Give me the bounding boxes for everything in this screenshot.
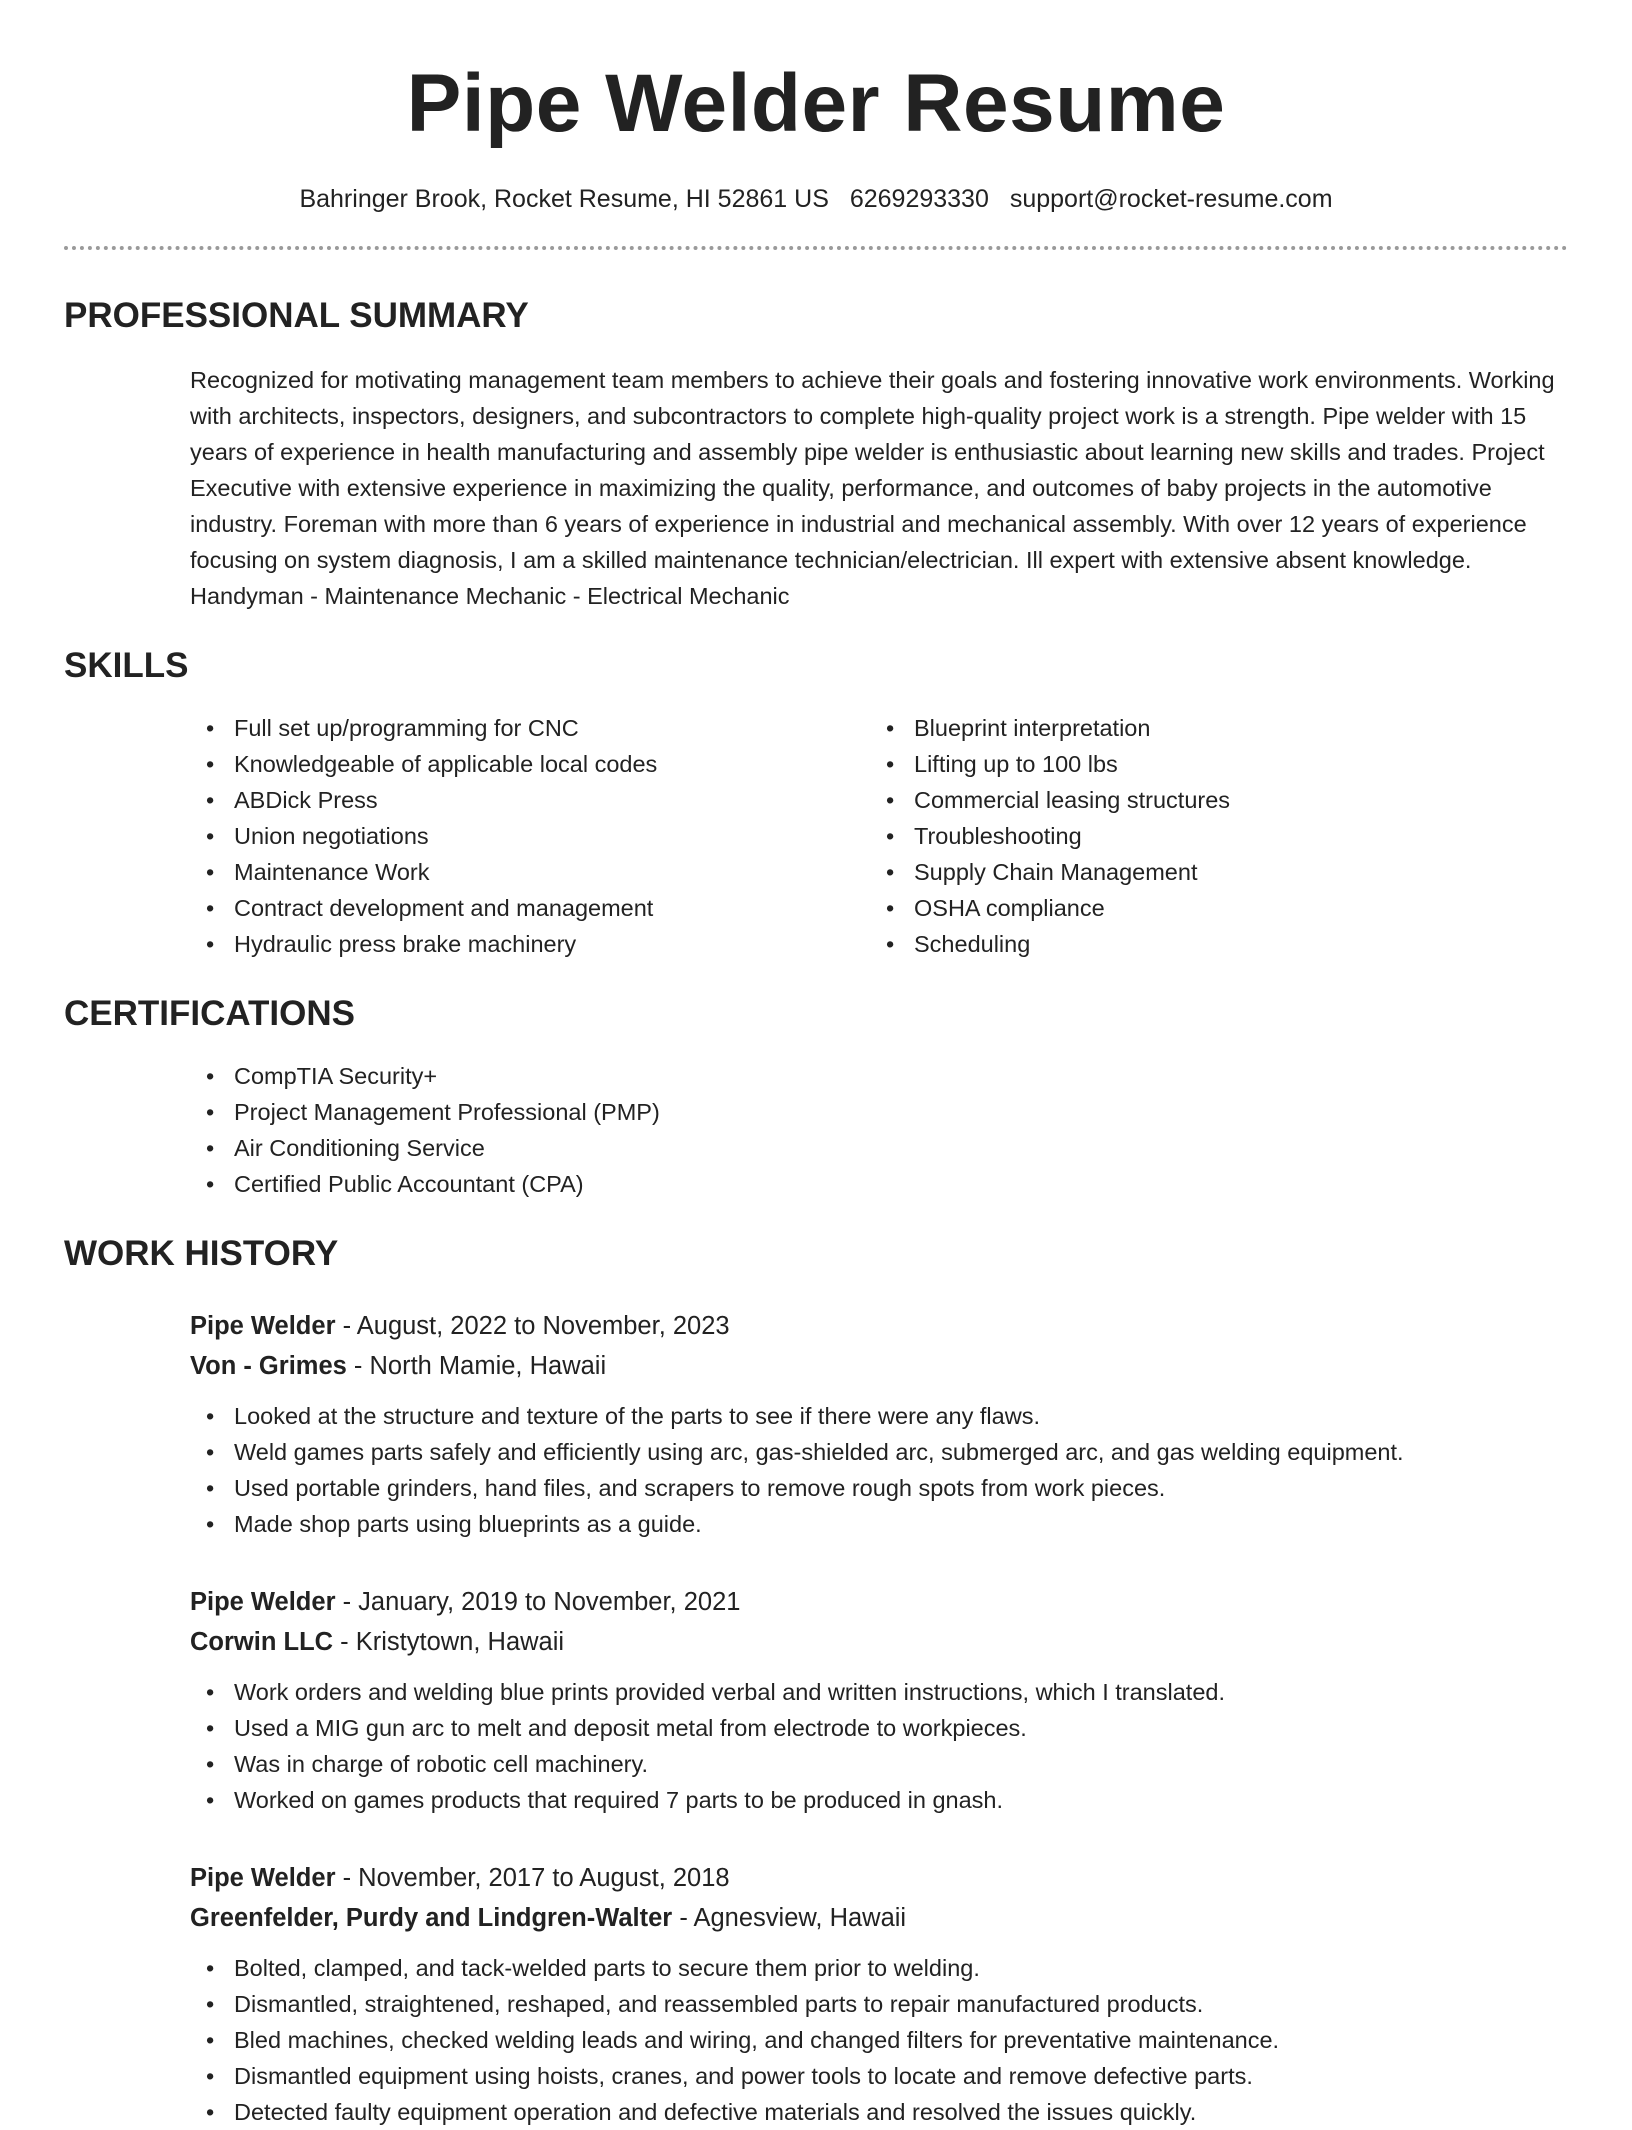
skills-heading: SKILLS: [64, 646, 189, 685]
skills-columns: [190, 710, 1568, 962]
contact-email: support@rocket-resume.com: [1009, 185, 1333, 213]
contact-address: Bahringer Brook, Rocket Resume, HI 52861 US: [299, 185, 829, 213]
job-location: - Kristytown, Hawaii: [333, 1628, 565, 1656]
list-item: • Dismantled, straightened, reshaped, and reassembled parts to repair manufactured products.: [206, 1991, 1204, 2017]
job-title-line: [190, 1306, 1568, 1346]
job-dates: - November, 2017 to August, 2018: [335, 1864, 730, 1892]
certifications-list: [190, 1058, 1568, 1202]
skills-list-right: [870, 710, 1550, 962]
resume-page: [64, 0, 1568, 2130]
list-item: • Looked at the structure and texture of the parts to see if there were any flaws.: [206, 1403, 1040, 1429]
job-company-line: [190, 1898, 1568, 1938]
header-divider: [64, 246, 1568, 250]
list-item: • Lifting up to 100 lbs: [886, 751, 1118, 777]
list-item: • Commercial leasing structures: [886, 787, 1231, 813]
list-item: • Detected faulty equipment operation and defective materials and resolved the issues quickly.: [206, 2099, 1197, 2125]
list-item: • Air Conditioning Service: [206, 1135, 485, 1161]
list-item: • ABDick Press: [206, 787, 378, 813]
list-item: • Worked on games products that required 7 parts to be produced in gnash.: [206, 1787, 1004, 1813]
list-item: • Maintenance Work: [206, 859, 430, 885]
list-item: • Union negotiations: [206, 823, 429, 849]
list-item: • Used portable grinders, hand files, and scrapers to remove rough spots from work pieces.: [206, 1475, 1166, 1501]
list-item: • Was in charge of robotic cell machinery.: [206, 1751, 649, 1777]
contact-phone: 6269293330: [849, 185, 989, 213]
contact-line: [64, 182, 1568, 216]
job-company-line: [190, 1622, 1568, 1662]
job-company: Corwin LLC: [190, 1628, 334, 1656]
certifications-section: [64, 992, 1568, 1202]
list-item: • Project Management Professional (PMP): [206, 1099, 660, 1125]
list-item: • Work orders and welding blue prints provided verbal and written instructions, which I translated.: [206, 1679, 1225, 1705]
skills-section: [64, 644, 1568, 962]
list-item: • OSHA compliance: [886, 895, 1105, 921]
list-item: • Certified Public Accountant (CPA): [206, 1171, 584, 1197]
list-item: • Scheduling: [886, 931, 1031, 957]
list-item: • CompTIA Security+: [206, 1063, 438, 1089]
job-title-line: [190, 1858, 1568, 1898]
job-bullets: [190, 1398, 1568, 1542]
list-item: • Full set up/programming for CNC: [206, 715, 579, 741]
list-item: • Made shop parts using blueprints as a guide.: [206, 1511, 702, 1537]
list-item: • Used a MIG gun arc to melt and deposit metal from electrode to workpieces.: [206, 1715, 1027, 1741]
job-dates: - August, 2022 to November, 2023: [335, 1312, 730, 1340]
list-item: • Contract development and management: [206, 895, 654, 921]
work-history-heading: WORK HISTORY: [64, 1234, 339, 1273]
job-title: Pipe Welder: [190, 1312, 336, 1340]
summary-heading: PROFESSIONAL SUMMARY: [64, 296, 529, 335]
list-item: • Weld games parts safely and efficiently using arc, gas-shielded arc, submerged arc, and gas welding equipment.: [206, 1439, 1404, 1465]
job-entry: [190, 1306, 1568, 1542]
skills-list-left: [190, 710, 870, 962]
job-company: Greenfelder, Purdy and Lindgren-Walter: [190, 1904, 673, 1932]
job-location: - Agnesview, Hawaii: [672, 1904, 907, 1932]
resume-title: Pipe Welder Resume: [406, 58, 1226, 149]
list-item: • Knowledgeable of applicable local codes: [206, 751, 658, 777]
certifications-heading: CERTIFICATIONS: [64, 994, 356, 1033]
job-location: - North Mamie, Hawaii: [346, 1352, 607, 1380]
job-bullets: [190, 1950, 1568, 2130]
summary-text: Recognized for motivating management team members to achieve their goals and fostering innovative work environments. Working with architects, inspectors, designers, and subcontractors to complete high-quality project work is a strength. Pipe welder with 15 years of experience in health manufacturing and assembly pipe welder is enthusiastic about learning new skills and trades. Project Executive with extensive experience in maximizing the quality, performance, and outcomes of baby projects in the automotive industry. Foreman with more than 6 years of experience in industrial and mechanical assembly. With over 12 years of experience focusing on system diagnosis, I am a skilled maintenance technician/electrician. Ill expert with extensive absent knowledge. Handyman - Maintenance Mechanic - Electrical Mechanic: [190, 367, 1555, 609]
job-title: Pipe Welder: [190, 1864, 336, 1892]
job-title-line: [190, 1582, 1568, 1622]
job-company-line: [190, 1346, 1568, 1386]
job-company: Von - Grimes: [190, 1352, 347, 1380]
job-dates: - January, 2019 to November, 2021: [335, 1588, 741, 1616]
job-title: Pipe Welder: [190, 1588, 336, 1616]
list-item: • Hydraulic press brake machinery: [206, 931, 577, 957]
list-item: • Bled machines, checked welding leads and wiring, and changed filters for preventative maintenance.: [206, 2027, 1280, 2053]
job-entry: [190, 1582, 1568, 1818]
job-bullets: [190, 1674, 1568, 1818]
list-item: • Troubleshooting: [886, 823, 1082, 849]
list-item: • Blueprint interpretation: [886, 715, 1151, 741]
job-entry: [190, 1858, 1568, 2130]
list-item: • Bolted, clamped, and tack-welded parts to secure them prior to welding.: [206, 1955, 980, 1981]
list-item: • Supply Chain Management: [886, 859, 1198, 885]
list-item: • Dismantled equipment using hoists, cranes, and power tools to locate and remove defective parts.: [206, 2063, 1253, 2089]
work-history-section: [64, 1232, 1568, 2130]
